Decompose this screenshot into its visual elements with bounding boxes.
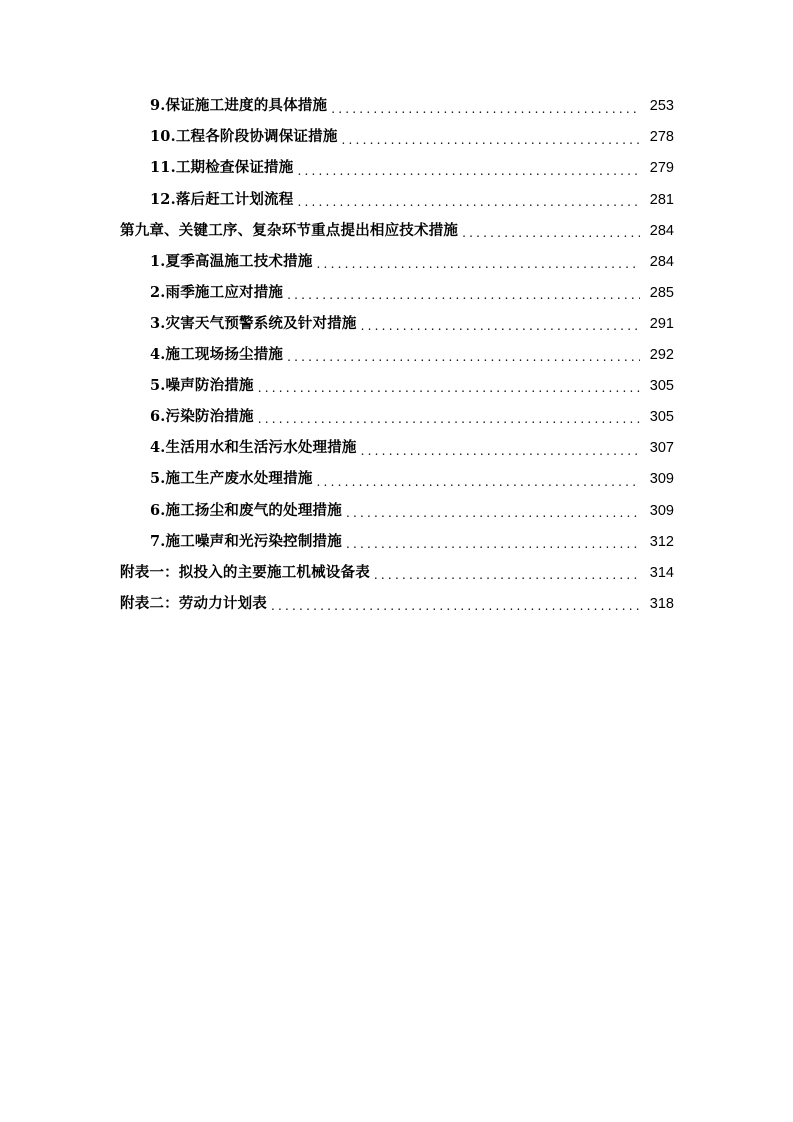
toc-dot-leader (271, 600, 640, 612)
toc-dot-leader (287, 289, 640, 301)
toc-entry-title: 第九章、关键工序、复杂环节重点提出相应技术措施 (120, 221, 459, 239)
toc-entry-title: 2.雨季施工应对措施 (150, 283, 284, 301)
toc-entry-page: 309 (649, 502, 674, 519)
toc-entry[interactable] (0, 153, 793, 184)
toc-entry[interactable] (0, 184, 793, 215)
toc-entry[interactable] (0, 526, 793, 557)
toc-entry-title: 5.噪声防治措施 (150, 377, 254, 395)
toc-entry-title: 附表二：劳动力计划表 (120, 594, 267, 612)
toc-entry-page: 281 (649, 191, 674, 208)
toc-appendix-entry[interactable] (0, 589, 793, 620)
toc-entry-title: 4.生活用水和生活污水处理措施 (150, 439, 357, 457)
toc-entry[interactable] (0, 371, 793, 402)
toc-dot-leader (374, 569, 640, 581)
toc-dot-leader (317, 476, 640, 488)
toc-dot-leader (331, 103, 640, 115)
toc-entry[interactable] (0, 464, 793, 495)
toc-dot-leader (346, 507, 640, 519)
toc-dot-leader (297, 165, 640, 177)
toc-entry-page: 291 (649, 315, 674, 332)
toc-entry-title: 5.施工生产废水处理措施 (150, 470, 313, 488)
toc-entry-title: 6.污染防治措施 (150, 408, 254, 426)
toc-entry-page: 292 (649, 347, 674, 364)
toc-dot-leader (258, 382, 640, 394)
toc-entry-title: 10.工程各阶段协调保证措施 (150, 128, 338, 146)
toc-chapter-entry[interactable] (0, 215, 793, 246)
toc-dot-leader (342, 134, 640, 146)
toc-entry-page: 284 (649, 222, 674, 239)
toc-entry-page: 309 (649, 471, 674, 488)
toc-dot-leader (297, 196, 640, 208)
toc-entry-title: 附表一：拟投入的主要施工机械设备表 (120, 563, 370, 581)
toc-entry[interactable] (0, 246, 793, 277)
toc-entry[interactable] (0, 433, 793, 464)
toc-entry[interactable] (0, 278, 793, 309)
toc-entry-page: 314 (649, 564, 674, 581)
toc-dot-leader (287, 351, 640, 363)
table-of-contents (0, 91, 793, 620)
toc-entry-title: 9.保证施工进度的具体措施 (150, 97, 328, 115)
toc-dot-leader (346, 538, 640, 550)
toc-entry[interactable] (0, 122, 793, 153)
toc-entry[interactable] (0, 309, 793, 340)
toc-entry-page: 312 (649, 533, 674, 550)
toc-entry-page: 307 (649, 440, 674, 457)
toc-entry-page: 305 (649, 409, 674, 426)
toc-entry-page: 318 (649, 595, 674, 612)
toc-entry-title: 1.夏季高温施工技术措施 (150, 252, 313, 270)
toc-entry-title: 3.灾害天气预警系统及针对措施 (150, 314, 357, 332)
toc-entry-title: 7.施工噪声和光污染控制措施 (150, 532, 342, 550)
toc-dot-leader (361, 445, 640, 457)
toc-entry-page: 305 (649, 378, 674, 395)
toc-entry-page: 285 (649, 284, 674, 301)
toc-dot-leader (258, 413, 640, 425)
toc-dot-leader (317, 258, 640, 270)
toc-entry-title: 4.施工现场扬尘措施 (150, 346, 284, 364)
toc-entry-page: 284 (649, 253, 674, 270)
toc-entry[interactable] (0, 402, 793, 433)
toc-dot-leader (462, 227, 640, 239)
toc-entry-page: 279 (649, 160, 674, 177)
toc-appendix-entry[interactable] (0, 557, 793, 588)
toc-entry-title: 6.施工扬尘和废气的处理措施 (150, 501, 342, 519)
toc-entry-title: 11.工期检查保证措施 (150, 159, 294, 177)
toc-entry-page: 253 (649, 98, 674, 115)
toc-entry-title: 12.落后赶工计划流程 (150, 190, 294, 208)
toc-dot-leader (361, 320, 640, 332)
toc-entry[interactable] (0, 495, 793, 526)
toc-entry-page: 278 (649, 129, 674, 146)
toc-entry[interactable] (0, 340, 793, 371)
toc-entry[interactable] (0, 91, 793, 122)
